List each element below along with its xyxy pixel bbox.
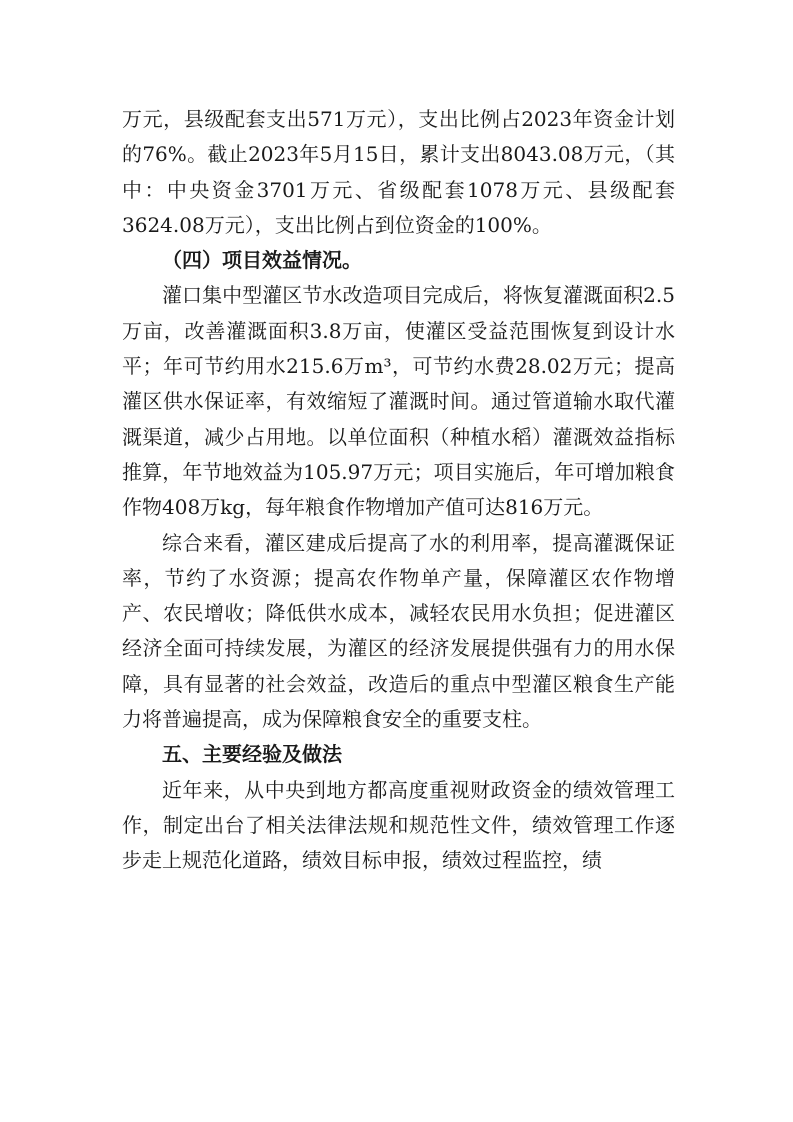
document-page bbox=[122, 102, 675, 879]
section-heading-project-benefits: （四）项目效益情况。 bbox=[162, 248, 362, 273]
experience-paragraph-1: 近年来，从中央到地方都高度重视财政资金的绩效管理工作，制定出台了相关法律法规和规范性文件，绩效管理工作逐步走上规范化道路，绩效目标申报，绩效过程监控，绩 bbox=[122, 777, 675, 873]
continued-paragraph: 万元，县级配套支出571万元），支出比例占2023年资金计划的76%。截止2023年5月15日，累计支出8043.08万元，（其中：中央资金3701万元、省级配套1078万元、县级配套3624.08万元），支出比例占到位资金的100%。 bbox=[122, 107, 675, 237]
benefit-paragraph-2: 综合来看，灌区建成后提高了水的利用率，提高灌溉保证率，节约了水资源；提高农作物单产量，保障灌区农作物增产、农民增收；降低供水成本，减轻农民用水负担；促进灌区经济全面可持续发展，为灌区的经济发展提供强有力的用水保障，具有显著的社会效益，改造后的重点中型灌区粮食生产能力将普遍提高，成为保障粮食安全的重要支柱。 bbox=[122, 530, 675, 732]
section-heading-main-experience: 五、主要经验及做法 bbox=[162, 742, 342, 767]
benefit-paragraph-1: 灌口集中型灌区节水改造项目完成后，将恢复灌溉面积2.5万亩，改善灌溉面积3.8万亩，使灌区受益范围恢复到设计水平；年可节约用水215.6万m³，可节约水费28.02万元；提高灌区供水保证率，有效缩短了灌溉时间。通过管道输水取代灌溉渠道，减少占用地。以单位面积（种植水稻）灌溉效益指标推算，年节地效益为105.97万元；项目实施后，年可增加粮食作物408万kg，每年粮食作物增加产值可达816万元。 bbox=[122, 283, 675, 520]
